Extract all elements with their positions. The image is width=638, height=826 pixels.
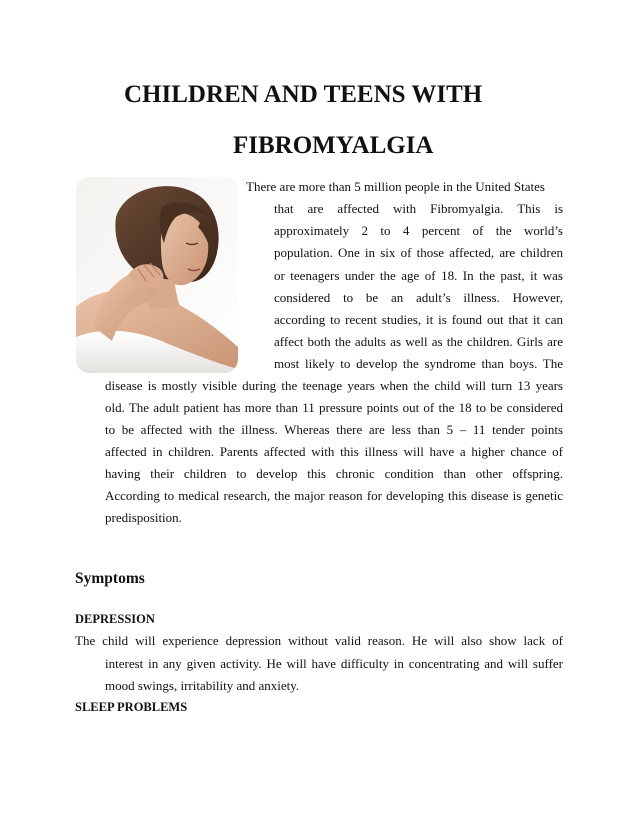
depression-line-1: The child will experience depression without valid reason. He will also show lack of [75,633,563,648]
intro-line-7: according to recent studies, it is found out that it can [274,312,563,327]
intro-line-10: disease is mostly visible during the teenage years when the child will turn 13 years [105,378,563,393]
intro-line-4: population. One in six of those affected, are children [274,245,563,260]
woman-neck-pain-photo [76,177,238,373]
depression-line-2: interest in any given activity. He will have difficulty in concentrating and will suffer [105,656,563,671]
intro-line-1: There are more than 5 million people in the United States [246,179,545,194]
intro-line-13: affected in children. Parents affected with this illness will have a higher chance of [105,444,563,459]
page-title-line-2: FIBROMYALGIA [233,132,434,159]
depression-line-3: mood swings, irritability and anxiety. [105,678,300,693]
intro-line-16: predisposition. [105,510,182,525]
intro-line-11: old. The adult patient has more than 11 pressure points out of the 18 to be considered [105,400,563,415]
depression-heading: DEPRESSION [75,612,155,626]
sleep-problems-heading: SLEEP PROBLEMS [75,700,188,714]
intro-line-2: that are affected with Fibromyalgia. This is [274,201,563,216]
symptoms-heading: Symptoms [75,570,145,587]
intro-line-3: approximately 2 to 4 percent of the world’s [274,223,563,238]
intro-line-14: having their children to develop this chronic condition than other offspring. [105,466,563,481]
intro-line-9: most likely to develop the syndrome than boys. The [274,356,563,371]
intro-line-8: affect both the adults as well as the children. Girls are [274,334,563,349]
intro-line-12: to be affected with the illness. Whereas there are less than 5 – 11 tender points [105,422,563,437]
page-title-line-1: CHILDREN AND TEENS WITH [124,81,483,108]
intro-line-5: or teenagers under the age of 18. In the past, it was [274,268,563,283]
intro-line-15: According to medical research, the major reason for developing this disease is genetic [105,488,563,503]
intro-line-6: considered to be an adult’s illness. However, [274,290,563,305]
